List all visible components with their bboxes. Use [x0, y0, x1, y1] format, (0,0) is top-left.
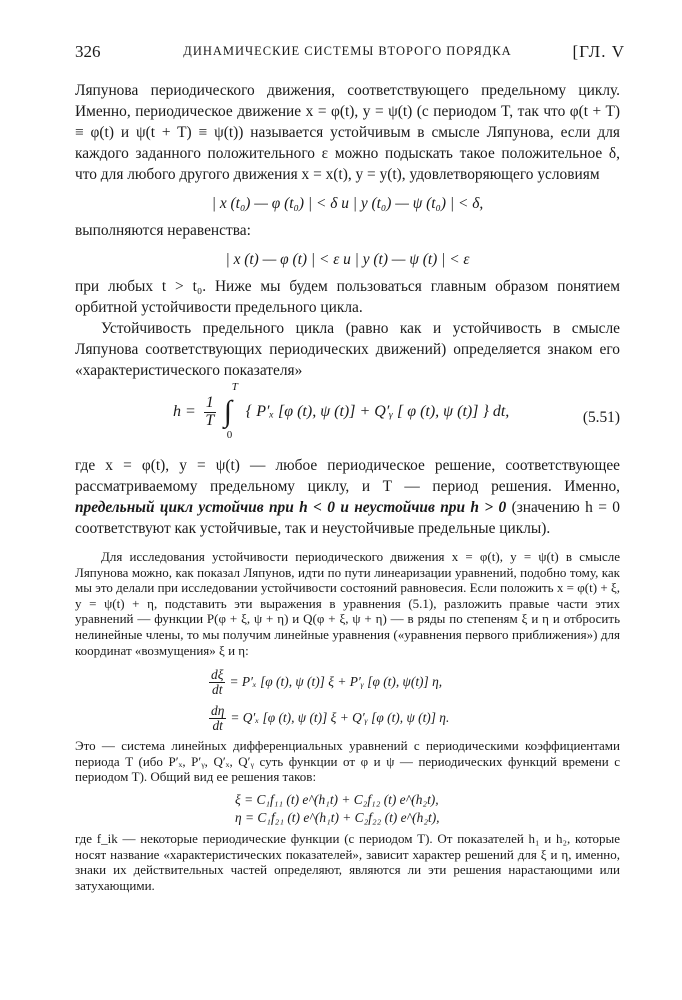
int-upper: T: [231, 381, 238, 394]
int-lower: 0: [226, 429, 233, 442]
small-paragraph-3: где f_ik — некоторые периодические функции (с периодом T). От показателей h₁ и h₂, которые носят название «характеристических показателей», зависит характер решений для ξ и η, именно, знаки их действительных частей определяют, являются ли эти решения нарастающими или затухающими.: [75, 830, 620, 893]
equation-5-51: [75, 381, 620, 451]
eq-frac-den: T: [205, 411, 215, 429]
integral-sign: ∫ T 0: [223, 381, 238, 442]
linearized-equations: [75, 664, 620, 736]
page-number: 326: [75, 42, 101, 61]
paragraph-5: где x = φ(t), y = ψ(t) — любое периодическое решение, соответствующее рассматриваемому предельному циклу, и T — период решения. Именно, предельный цикл устойчив при h < 0 и неустойчив при h > 0 (значению h = 0 соответствуют как устойчивые, так и неустойчивые предельные циклы).: [75, 457, 621, 537]
paragraph-4: Устойчивость предельного цикла (равно как и устойчивость в смысле Ляпунова соответствующих периодических движений) определяется знаком его «характеристического показателя»: [75, 320, 620, 379]
solution-xi: ξ = C₁f₁₁ (t) e^(h₁t) + C₂f₁₂ (t) e^(h₂t),: [235, 791, 439, 807]
equation-dxi: $\frac{d\xi}{dt}$ = P′ₓ [φ (t), ψ (t)] ξ + P′ᵧ [φ (t), ψ(t)] η,: [211, 666, 443, 697]
eq-lhs: h =: [173, 402, 196, 420]
eq-frac-num: 1: [205, 394, 214, 411]
eq-integrand: { P′ₓ [φ (t), ψ (t)] + Q′ᵧ [ φ (t), ψ (t)] } dt,: [245, 402, 510, 420]
paragraph-2: выполняются неравенства:: [75, 222, 251, 239]
page-body: [75, 80, 620, 893]
inequality-delta: | x (t₀) — φ (t₀) | < δ и | y (t₀) — ψ (t₀) | < δ,: [211, 195, 484, 212]
running-title: ДИНАМИЧЕСКИЕ СИСТЕМЫ ВТОРОГО ПОРЯДКА: [183, 44, 512, 58]
equation-deta: $\frac{d\eta}{dt}$ = Q′ₓ [φ (t), ψ (t)] ξ + Q′ᵧ [φ (t), ψ (t)] η.: [211, 702, 450, 733]
solution-eta: η = C₁f₂₁ (t) e^(h₁t) + C₂f₂₂ (t) e^(h₂t),: [235, 809, 440, 825]
general-solution: [75, 791, 620, 827]
equation-number: (5.51): [582, 409, 620, 426]
paragraph-3: при любых t > t₀. Ниже мы будем пользоваться главным образом понятием орбитной устойчивости предельного цикла.: [75, 278, 620, 316]
chapter-label: [ГЛ. V: [572, 42, 625, 61]
paragraph-1: Ляпунова периодического движения, соответствующего предельному циклу. Именно, периодическое движение x = φ(t), y = ψ(t) (с периодом T, так что φ(t + T) ≡ φ(t) и ψ(t + T) ≡ ψ(t)) называется устойчивым в смысле Ляпунова, если для каждого заданного положительного ε можно подыскать такое положительное δ, что для любого другого движения x = x(t), y = y(t), удовлетворяющего условиям: [75, 82, 620, 183]
inequality-epsilon: | x (t) — φ (t) | < ε и | y (t) — ψ (t) | < ε: [225, 251, 470, 268]
small-paragraph-1: Для исследования устойчивости периодического движения x = φ(t), y = ψ(t) в смысле Ляпунова можно, как показал Ляпунов, идти по пути линеаризации уравнений, подобно тому, как мы это делали при исследовании устойчивости состояний равновесия. Если положить x = φ(t) + ξ, y = ψ(t) + η, подставить эти выражения в уравнения (5.1), разложить правые части этих уравнений — функции P(φ + ξ, ψ + η) и Q(φ + ξ, ψ + η) — в ряды по степеням ξ и η и отбросить нелинейные члены, то мы получим линейные уравнения («уравнения первого приближения») для координат «возмущения» ξ и η:: [75, 549, 620, 658]
eq-fraction: [204, 395, 216, 430]
small-paragraph-2: Это — система линейных дифференциальных уравнений с периодическими коэффициентами периода T (ибо P′ₓ, P′ᵧ, Q′ₓ, Q′ᵧ суть функции от φ и ψ — периодических функций времени с периодом T). Общий вид ее решения таков:: [75, 738, 620, 785]
stability-statement: предельный цикл устойчив при h < 0 и неустойчив при h > 0: [75, 499, 507, 516]
running-header: [75, 42, 625, 66]
